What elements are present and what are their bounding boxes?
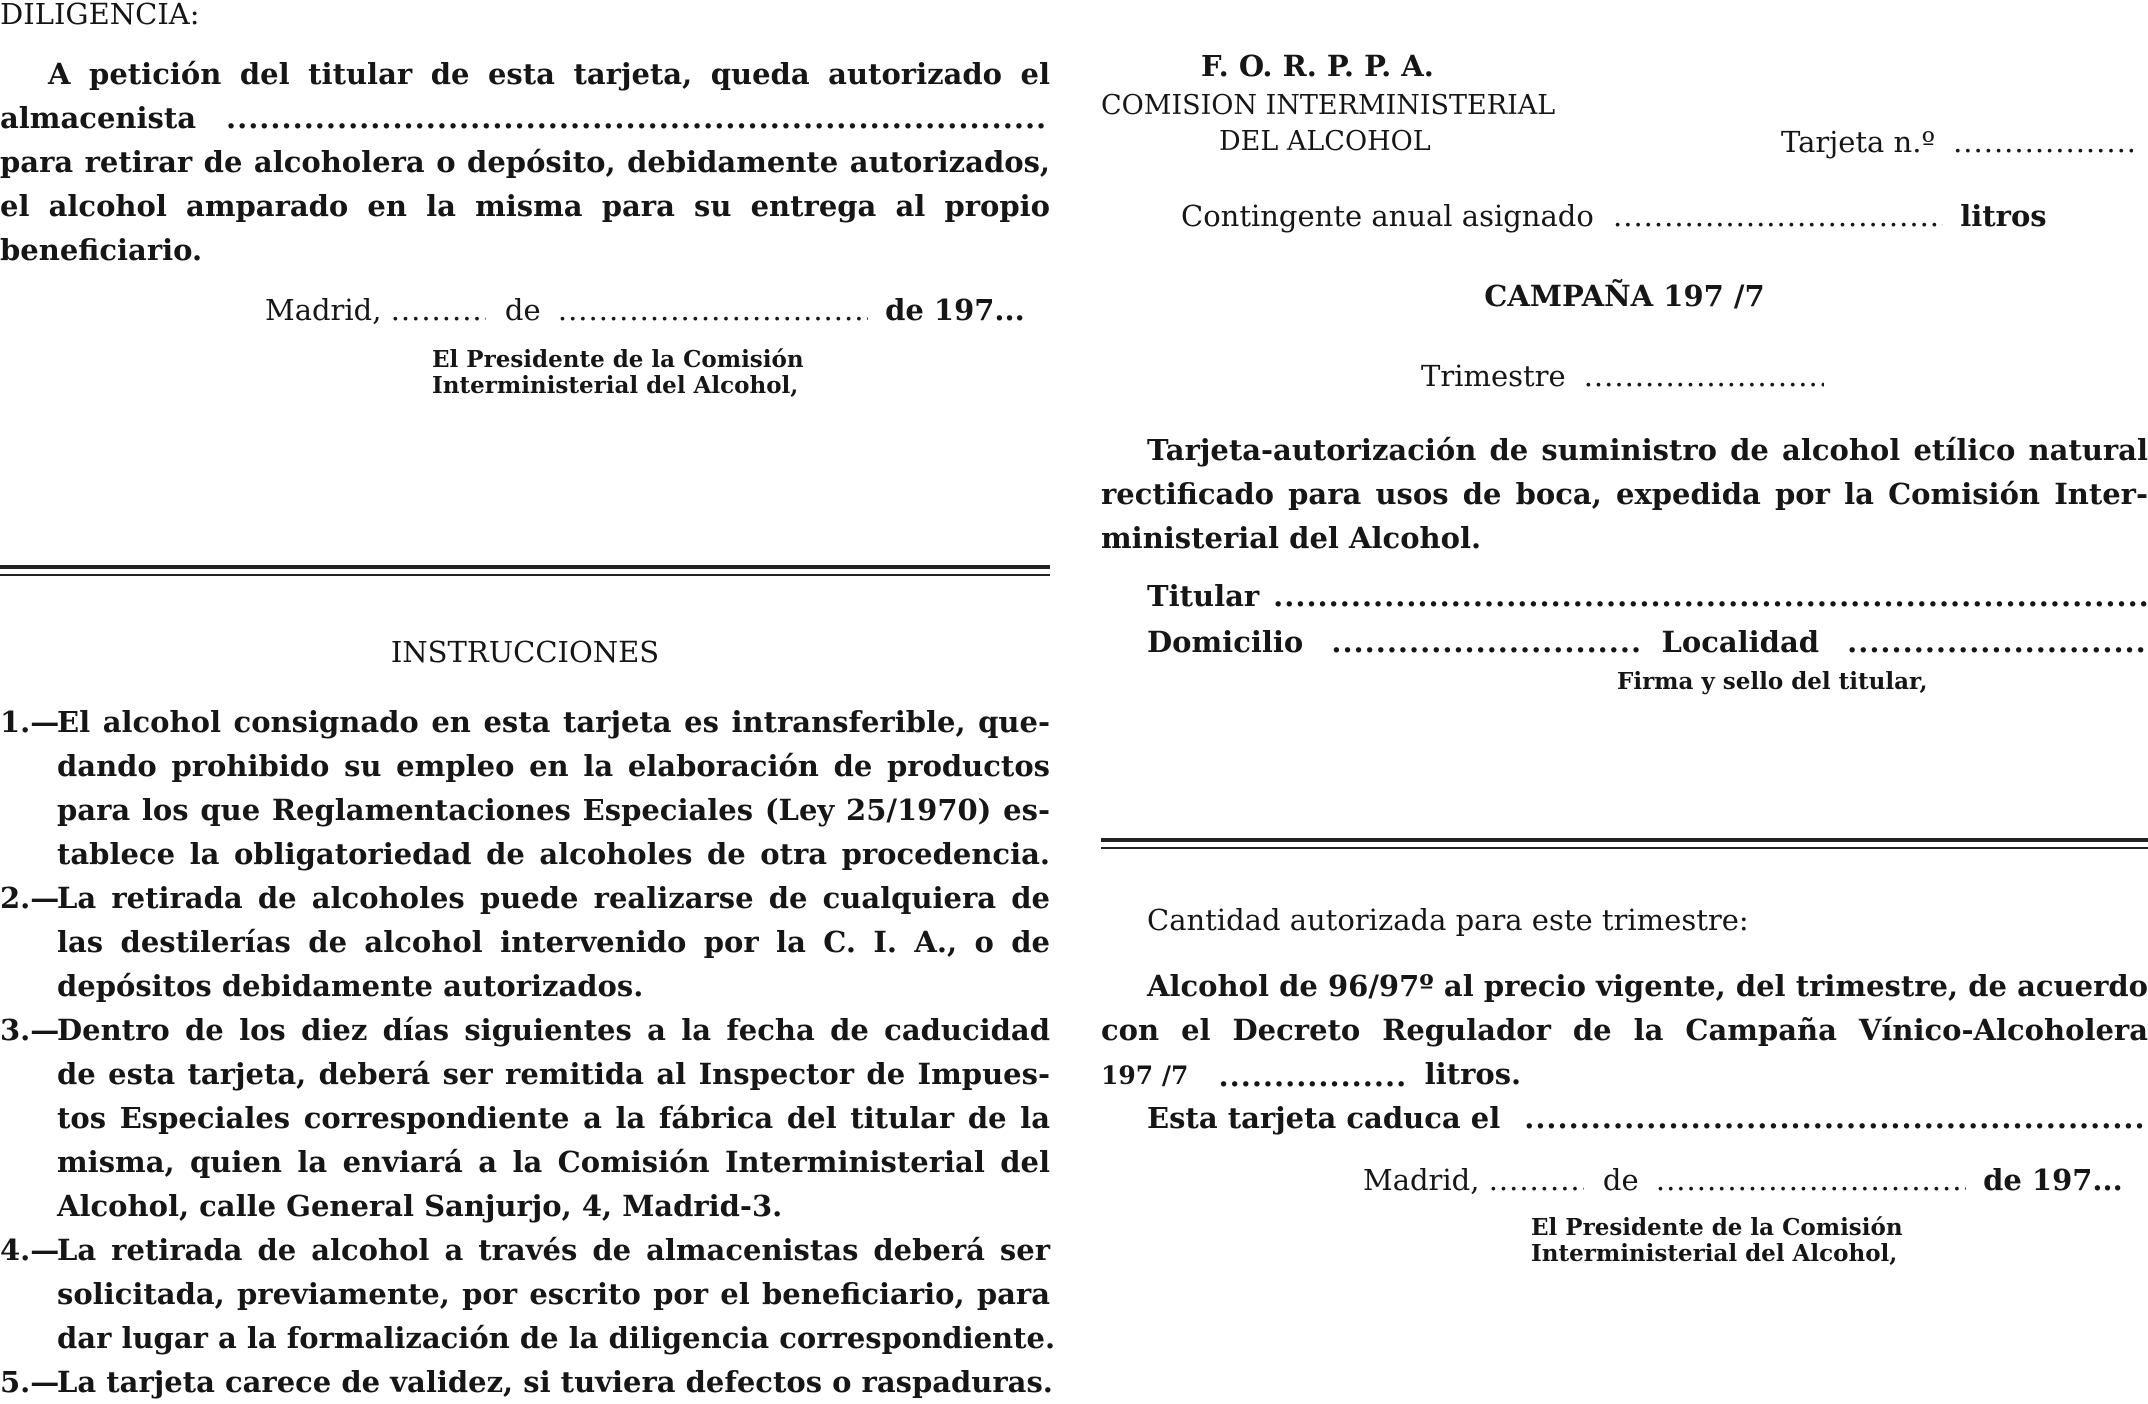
right-date-line: Madrid, ..... de ..... de 197... — [1363, 1158, 2123, 1202]
firma-label: Firma y sello del titular, — [1617, 668, 1928, 695]
caduca-line: Esta tarjeta caduca el..... — [1147, 1096, 2148, 1140]
diligencia-signature-1: El Presidente de la Comisión — [432, 346, 804, 373]
diligencia-line-4: el alcohol amparado en la misma para su entrega al propio — [0, 189, 1050, 223]
tarjeta-number: Tarjeta n.º..... — [1781, 120, 2133, 164]
alcohol-line-2: con el Decreto Regulador de la Campaña Vínico-Alcoholera — [1101, 1013, 2148, 1047]
comision-title: COMISION INTERMINISTERIAL — [1101, 90, 1556, 121]
diligencia-line-3: para retirar de alcoholera o depósito, debidamente autorizados, — [0, 145, 1050, 179]
descripcion-line-1: Tarjeta-autorización de suministro de alcohol etílico natural — [1147, 433, 2148, 467]
alcohol-title: DEL ALCOHOL — [1219, 126, 1431, 157]
diligencia-line-1: A petición del titular de esta tarjeta, queda autorizado el — [48, 57, 1050, 91]
instrucciones-title: INSTRUCCIONES — [390, 635, 660, 669]
diligencia-line-5: beneficiario. — [0, 233, 203, 267]
alcohol-line-1: Alcohol de 96/97º al precio vigente, del trimestre, de acuerdo — [1147, 969, 2148, 1003]
diligencia-signature-2: Interministerial del Alcohol, — [432, 372, 799, 399]
diligencia-line-2: almacenista..... — [0, 96, 1050, 140]
alcohol-line-3: 197 /7 ..... litros. — [1101, 1052, 1521, 1098]
domicilio-line: Domicilio ..... Localidad ..... — [1147, 620, 2148, 664]
descripcion-line-2: rectificado para usos de boca, expedida por la Comisión Inter- — [1101, 477, 2148, 511]
campana-title: CAMPAÑA 197 /7 — [1484, 279, 1765, 313]
contingente-line: Contingente anual asignado ..... litros — [1181, 194, 2047, 238]
descripcion-line-3: ministerial del Alcohol. — [1101, 521, 1482, 555]
trimestre-line: Trimestre..... — [1421, 354, 1824, 398]
diligencia-date-line: Madrid, ..... de ..... de 197... — [265, 288, 1025, 332]
right-signature-2: Interministerial del Alcohol, — [1531, 1240, 1898, 1267]
titular-line: Titular..... — [1147, 574, 2148, 618]
almacenista-dots — [226, 96, 1046, 140]
diligencia-heading: DILIGENCIA: — [0, 0, 200, 31]
cantidad-label: Cantidad autorizada para este trimestre: — [1147, 903, 1749, 937]
right-divider — [1101, 838, 2148, 842]
right-signature-1: El Presidente de la Comisión — [1531, 1214, 1903, 1241]
left-divider — [0, 565, 1050, 569]
forppa-title: F. O. R. P. P. A. — [1201, 49, 1434, 83]
